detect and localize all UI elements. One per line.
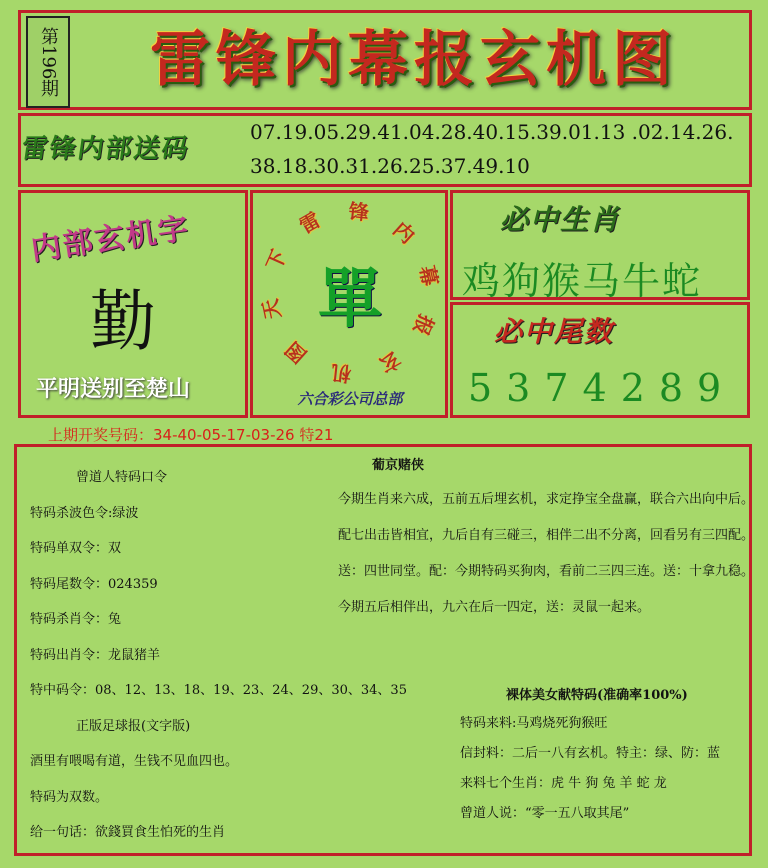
page-title: 雷锋内幕报玄机图 — [150, 25, 678, 95]
mystery-poem: 平明送别至楚山 — [36, 376, 191, 402]
center-company: 六合彩公司总部 — [297, 390, 403, 408]
issue-number: 第196期 — [26, 16, 70, 108]
right-top-line: 配七出击皆相宜，九后自有三碰三，相伴二出不分离，回看另有三四配。 — [338, 528, 755, 543]
left-column-line: 特码为双数。 — [30, 789, 109, 805]
zodiac-label: 必中生肖 — [500, 203, 621, 236]
ring-char: 下 — [261, 245, 292, 274]
ring-char: 锋 — [347, 199, 370, 226]
center-big-char: 單 — [318, 262, 382, 337]
left-column-line: 特码单双令：双 — [30, 541, 122, 556]
right-bottom-line: 信封料：二后一八有玄机。特主：绿、防：蓝 — [460, 746, 721, 761]
ring-char: 幕 — [414, 263, 443, 289]
last-draw: 上期开奖号码：34-40-05-17-03-26 特21 — [48, 426, 334, 444]
mystery-char: 勤 — [90, 283, 156, 360]
right-top-line: 今期生肖来六成，五前五后埋玄机，求定挣宝全盘赢，联合六出向中后。 — [338, 492, 755, 507]
left-column-line: 正版足球报(文字版) — [76, 718, 191, 734]
right-bottom-line: 来料七个生肖：虎 牛 狗 兔 羊 蛇 龙 — [460, 776, 667, 791]
left-column-line: 曾道人特码口令 — [76, 470, 168, 485]
insider-numbers-line1: 07.19.05.29.41.04.28.40.15.39.01.13 .02.14.26. — [250, 120, 734, 144]
ring-char: 机 — [330, 359, 353, 386]
left-column-line: 酒里有喂喝有道，生钱不见血四也。 — [30, 754, 239, 769]
ring-char: 图 — [280, 336, 312, 368]
right-top-title: 葡京赌侠 — [372, 458, 425, 473]
right-bottom-line: 特码来料:马鸡烧死狗猴旺 — [460, 716, 608, 731]
zodiac-animals: 鸡狗猴马牛蛇 — [462, 259, 703, 303]
right-bottom-title: 裸体美女献特码(准确率100%) — [506, 688, 688, 703]
left-column-line: 特码杀波色令:绿波 — [30, 505, 139, 521]
tail-label: 必中尾数 — [494, 315, 615, 348]
ring-char: 玄 — [375, 346, 405, 378]
ring-char: 报 — [408, 311, 439, 340]
ring-char: 天 — [257, 296, 286, 322]
left-column-line: 给一句话：欲錢買食生怕死的生肖 — [30, 825, 226, 840]
right-top-line: 今期五后相伴出，九六在后一四定，送：灵鼠一起来。 — [338, 600, 651, 615]
ring-char: 内 — [388, 217, 420, 249]
left-column-line: 特中码令：08、12、13、18、19、23、24、29、30、34、35 — [30, 683, 407, 698]
right-bottom-line: 曾道人说：“零一五八取其尾” — [460, 806, 630, 821]
insider-label: 雷锋内部送码 — [19, 134, 192, 164]
tail-digits: 5374289 — [468, 366, 736, 410]
left-column-line: 特码杀肖令：兔 — [30, 612, 122, 627]
left-column-line: 特码尾数令：024359 — [30, 576, 158, 592]
left-column-line: 特码出肖令：龙鼠猪羊 — [30, 647, 161, 663]
insider-numbers-line2: 38.18.30.31.26.25.37.49.10 — [250, 154, 530, 178]
mystery-label: 内部玄机字 — [28, 211, 193, 268]
ring-char: 雷 — [295, 207, 325, 239]
right-top-line: 送：四世同堂。配：今期特码买狗肉，看前二三四三连。送：十拿九稳。 — [338, 564, 755, 579]
